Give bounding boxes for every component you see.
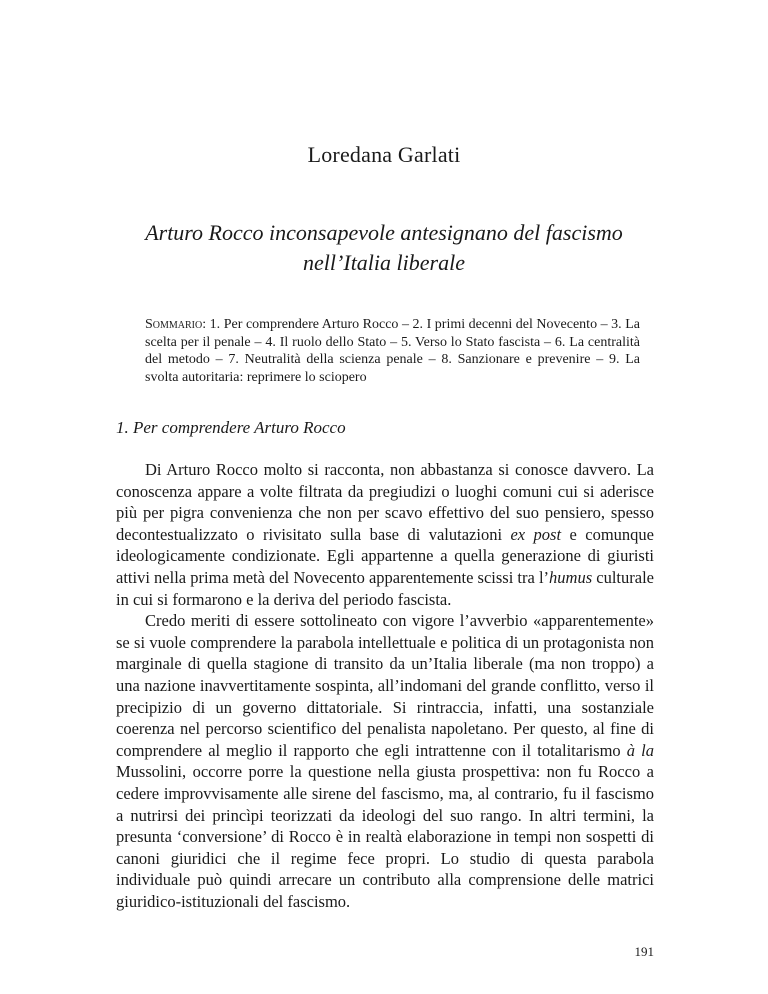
paragraph-2-part-1: Credo meriti di essere sottolineato con vigore l’avverbio «apparentemente» se si vuole comprendere la parabola intellettuale e politica di un protagonista non marginale di quella stagione di transito da un’Italia liberale (ma non troppo) a una nazione inavvertitamente sospinta, all’indomani del grande conflitto, verso il precipizio di un governo dittatoriale. Si rintraccia, infatti, una sostanziale coerenza nel percorso scientifico del penalista napoletano. Per questo, al fine di comprendere al meglio il rapporto che egli intrattenne con il totalitarismo — [116, 611, 654, 760]
paragraph-1 — [116, 459, 654, 610]
page-number: 191 — [634, 944, 654, 959]
summary-block — [145, 316, 640, 386]
paragraph-2 — [116, 610, 654, 912]
paragraph-1-part-2: e comunque ideologicamente condizionate. Egli appartenne a quella generazione di giuristi attivi nella prima metà del Novecento apparentemente scissi tra l’ — [116, 524, 654, 587]
paragraph-1-part-1: Di Arturo Rocco molto si racconta, non abbastanza si conosce davvero. La conoscenza appare a volte filtrata da pregiudizi o luoghi comuni cui si aderisce più per pigra convenienza che non per scavo effettivo del suo pensiero, spesso decontestualizzato o rivisitato sulla base di valutazioni — [116, 460, 654, 544]
paragraph-2-part-2: Mussolini, occorre porre la questione nella giusta prospettiva: non fu Rocco a cedere improvvisamente alle sirene del fascismo, ma, al contrario, fu il fascismo a nutrirsi dei princìpi teorizzati da ideologi del suo rango. In altri termini, la presunta ‘conversione’ di Rocco è in realtà elaborazione in tempi non sospetti di canoni giuridici che il regime fece propri. Lo studio di questa parabola individuale può quindi arrecare un contributo alla comprensione delle matrici giuridico-istituzionali del fascismo. — [116, 762, 654, 911]
body-text — [116, 459, 654, 912]
section-heading: 1. Per comprendere Arturo Rocco — [116, 418, 346, 437]
paragraph-1-emphasis-2: humus — [549, 567, 593, 587]
paragraph-1-part-3: culturale in cui si formarono e la deriva del periodo fascista. — [116, 567, 654, 609]
title-line-1: Arturo Rocco inconsapevole antesignano del fascismo — [145, 220, 623, 245]
article-title — [120, 218, 648, 278]
paragraph-1-emphasis-1: ex post — [510, 524, 562, 544]
title-line-2: nell’Italia liberale — [303, 250, 465, 275]
paragraph-2-emphasis-1: à la — [626, 740, 654, 760]
summary-label: Sommario — [145, 317, 203, 332]
author-name: Loredana Garlati — [307, 142, 461, 167]
summary-text: : 1. Per comprendere Arturo Rocco – 2. I primi decenni del Novecento – 3. La scelta per il penale – 4. Il ruolo dello Stato – 5. Verso lo Stato fascista – 6. La centralità del metodo – 7. Neutralità della scienza penale – 8. Sanzionare e prevenire – 9. La svolta autoritaria: reprimere lo sciopero — [145, 317, 640, 385]
